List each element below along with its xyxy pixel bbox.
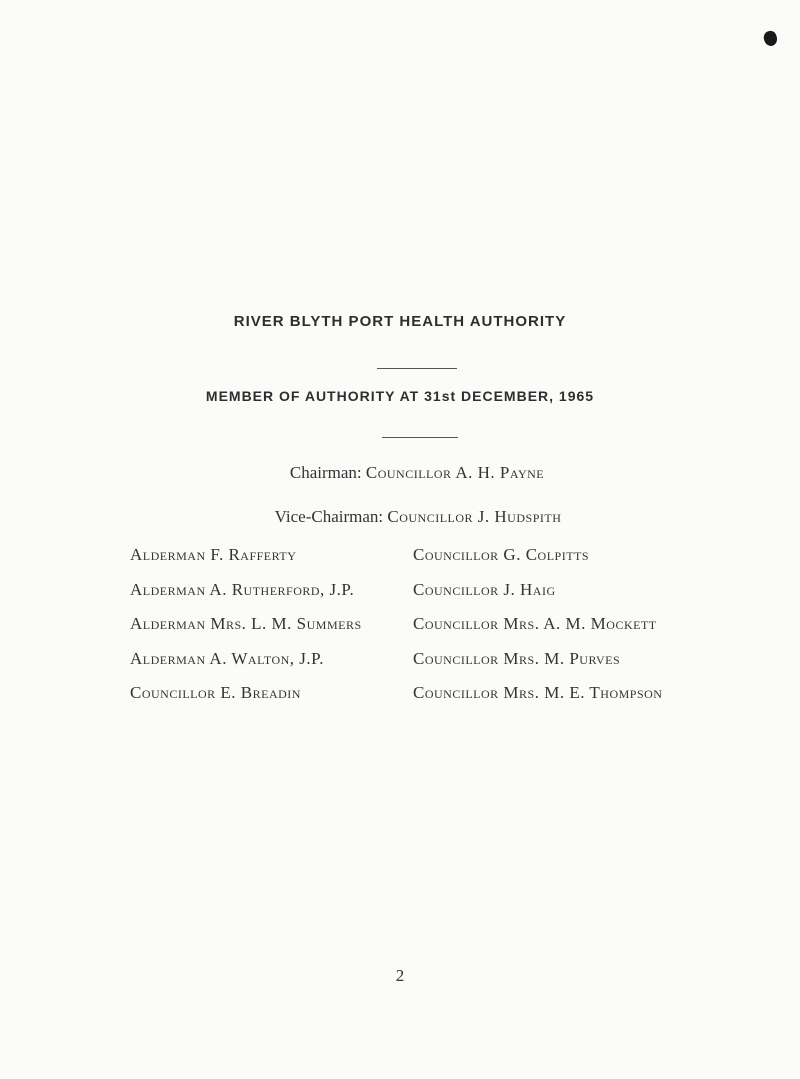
members-right-column bbox=[413, 538, 662, 711]
member-name: Alderman A. Rutherford, J.P. bbox=[130, 579, 355, 599]
vice-chairman-name: Councillor J. Hudspith bbox=[387, 507, 562, 526]
document-title: RIVER BLYTH PORT HEALTH AUTHORITY bbox=[233, 313, 567, 330]
page-number: 2 bbox=[395, 966, 405, 985]
document-subtitle: MEMBER OF AUTHORITY AT 31st DECEMBER, 1965 bbox=[205, 388, 595, 404]
divider-rule bbox=[377, 368, 457, 369]
members-left-column bbox=[130, 538, 362, 711]
member-name: Councillor J. Haig bbox=[413, 579, 556, 599]
divider-rule bbox=[382, 437, 458, 438]
vice-chairman-line bbox=[0, 507, 800, 527]
member-name: Councillor Mrs. M. E. Thompson bbox=[413, 683, 663, 702]
member-name: Councillor Mrs. A. M. Mockett bbox=[413, 614, 657, 633]
member-name: Councillor E. Breadin bbox=[130, 683, 301, 702]
member-name: Alderman F. Rafferty bbox=[130, 545, 297, 564]
member-name: Councillor Mrs. M. Purves bbox=[413, 648, 621, 668]
chairman-label: Chairman: bbox=[289, 463, 362, 482]
chairman-name: Councillor A. H. Payne bbox=[365, 463, 545, 482]
vice-chairman-label: Vice-Chairman: bbox=[274, 507, 384, 526]
member-name: Alderman Mrs. L. M. Summers bbox=[130, 614, 362, 633]
chairman-line bbox=[0, 463, 800, 483]
member-name: Alderman A. Walton, J.P. bbox=[130, 648, 324, 668]
ink-blot-mark bbox=[762, 29, 779, 48]
member-name: Councillor G. Colpitts bbox=[413, 545, 590, 564]
